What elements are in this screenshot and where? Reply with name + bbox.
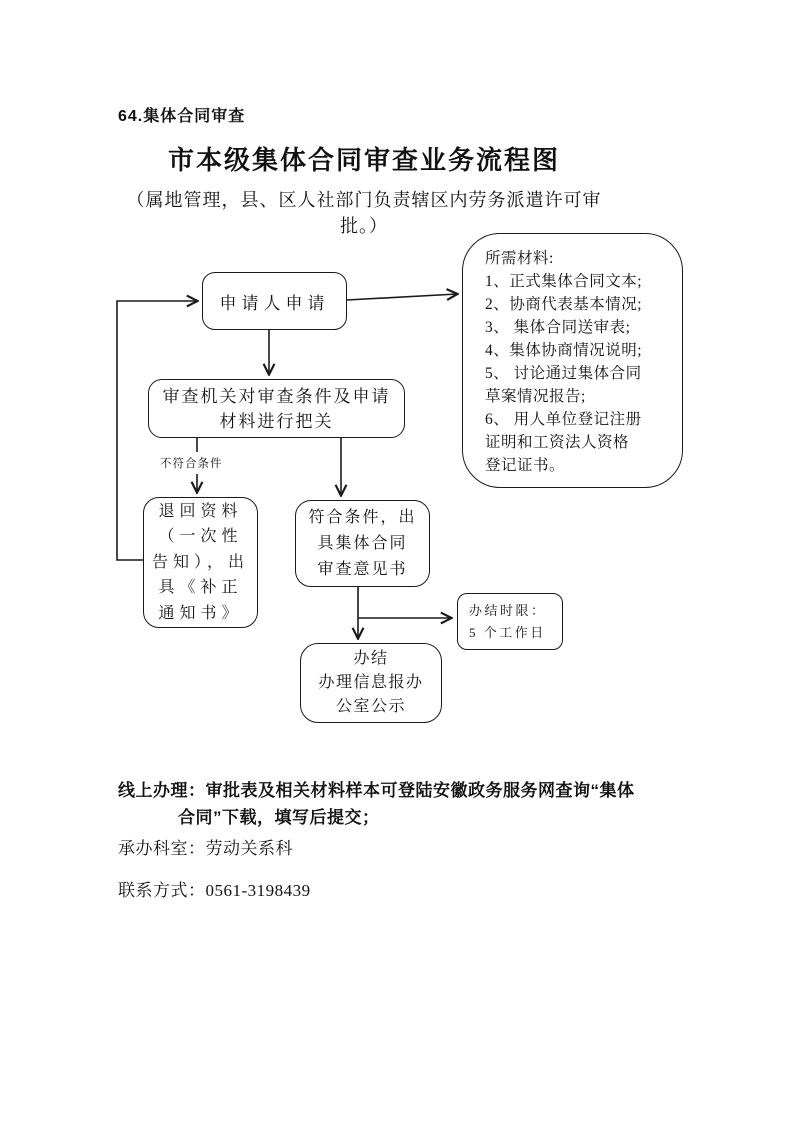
node-text: 6、 用人单位登记注册	[485, 411, 642, 428]
footer-contact	[118, 876, 311, 901]
node-text: 通知书》	[158, 604, 243, 622]
node-text: 5、 讨论通过集体合同	[485, 365, 642, 382]
flow-node-applicant	[202, 272, 347, 330]
footer-contact-value: 0561-3198439	[205, 881, 311, 900]
flow-node-approve	[295, 500, 430, 587]
node-text: 所需材料:	[485, 250, 554, 267]
footer-department-label: 承办科室：	[118, 839, 206, 858]
node-text: 具《补正	[158, 579, 243, 597]
page-title: 市本级集体合同审查业务流程图	[167, 146, 560, 175]
node-text: 4、集体协商情况说明;	[485, 342, 643, 359]
node-text: 3、 集体合同送审表;	[485, 319, 631, 336]
footer-department	[118, 834, 293, 859]
node-text: 审查机关对审查条件及申请	[162, 386, 391, 406]
footer-contact-label: 联系方式：	[118, 881, 206, 900]
node-text: 办理信息报办	[318, 674, 424, 691]
node-text: 具集体合同	[317, 534, 408, 552]
node-text: 办结	[353, 650, 389, 667]
node-text: 退回资料	[158, 502, 243, 520]
page-subtitle: （属地管理，县、区人社部门负责辖区内劳务派遣许可审批。）	[126, 190, 602, 236]
branch-label-not-qualified: 不符合条件	[158, 455, 225, 471]
footer-online-line2: 合同”下载，填写后提交；	[178, 808, 380, 827]
node-text: 草案情况报告;	[485, 388, 586, 405]
connector-applicant-to-materials	[347, 294, 457, 300]
flow-node-materials	[462, 233, 683, 488]
node-text: 审查意见书	[317, 560, 408, 578]
footer-online-line1: 线上办理：审批表及相关材料样本可登陆安徽政务服务网查询“集体	[118, 781, 635, 800]
node-text: 2、协商代表基本情况;	[485, 296, 643, 313]
flow-node-reject	[143, 497, 258, 628]
section-heading: 64.集体合同审查	[118, 108, 246, 125]
node-text: （一次性	[158, 528, 243, 546]
flow-node-deadline	[457, 593, 563, 650]
node-text: 告知），出	[151, 553, 249, 571]
flow-node-review	[148, 379, 405, 438]
flow-node-complete	[300, 643, 442, 723]
node-text: 公室公示	[335, 698, 406, 715]
node-text: 申请人申请	[219, 293, 330, 313]
node-text: 登记证书。	[485, 457, 566, 474]
node-text: 5 个工作日	[469, 624, 546, 640]
node-text: 1、正式集体合同文本;	[485, 273, 643, 290]
node-text: 材料进行把关	[219, 411, 334, 431]
node-text: 办结时限：	[469, 602, 547, 618]
node-text: 符合条件，出	[308, 508, 417, 526]
node-text: 证明和工资法人资格	[485, 434, 630, 451]
footer-department-value: 劳动关系科	[205, 839, 293, 858]
